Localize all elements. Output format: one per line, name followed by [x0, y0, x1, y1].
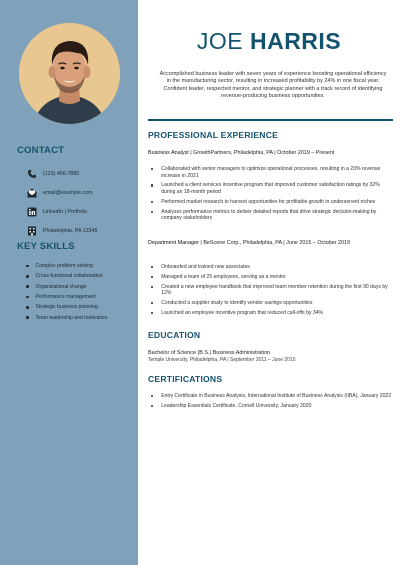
- job-role: Department Manager: [148, 240, 199, 246]
- bullet-icon: [26, 275, 29, 278]
- job-2-bullets: [148, 264, 393, 320]
- bullet-icon: [26, 316, 29, 319]
- bullet-icon: [151, 312, 153, 314]
- list-item: [148, 403, 393, 410]
- bullet-text: Launched a client services incentive program that improved customer satisfaction ratings by 32% during an 18-month period: [161, 182, 380, 195]
- job-1-bullets: [148, 166, 393, 225]
- list-item: [148, 209, 393, 222]
- email-text[interactable]: email@example.com: [43, 189, 93, 196]
- profile-photo: [19, 23, 120, 124]
- job-title-1: [148, 150, 393, 157]
- bullet-icon: [151, 395, 153, 397]
- experience-heading: PROFESSIONAL EXPERIENCE: [148, 130, 279, 140]
- list-item: [148, 166, 393, 179]
- skill-label: Strategic business planning: [35, 304, 98, 311]
- bullet-icon: [151, 201, 153, 203]
- bullet-icon: [151, 211, 153, 213]
- bullet-text: Analyzes performance metrics to deliver detailed reports that drive strategic decision-making by company stakeholders: [161, 208, 377, 222]
- job-details: | BeScene Corp., Philadelphia, PA | June 2015 – October 2019: [198, 240, 350, 246]
- education-heading: EDUCATION: [148, 330, 201, 340]
- main-content: [138, 0, 400, 565]
- skill-label: Performance management: [35, 294, 96, 301]
- job-details: | GrowthPartners, Philadelphia, PA | October 2019 – Present: [188, 150, 335, 156]
- skill-item: [26, 312, 136, 322]
- contact-email: [26, 183, 136, 202]
- list-item: [148, 182, 393, 195]
- phone-text[interactable]: (123) 456-7890: [43, 170, 80, 177]
- job-title-2: [148, 240, 393, 247]
- list-item: [148, 264, 393, 271]
- bullet-icon: [151, 286, 153, 288]
- skill-label: Complex problem-solving: [35, 263, 93, 270]
- contact-linkedin: [26, 202, 136, 221]
- skill-item: [26, 282, 136, 292]
- last-name: HARRIS: [249, 28, 342, 54]
- summary-text: Accomplished business leader with seven years of experience boosting operational efficiency in the manufacturing sector, resulting in increased profitability by 24% in one fiscal year. Confident leader, respected mentor, and strategic planner with a track record of identifying revenue-producing business opportunities.: [159, 71, 387, 100]
- contact-phone: [26, 164, 136, 183]
- bullet-text: Onboarded and trained new associates: [161, 264, 250, 270]
- email-icon: [26, 187, 37, 198]
- bullet-text: Launched an employee incentive program that reduced call-offs by 34%: [161, 309, 324, 316]
- bullet-text: Collaborated with senior managers to optimize operational processes, resulting in a 23% revenue increase in 2021: [161, 166, 381, 179]
- skill-item: [26, 261, 136, 271]
- linkedin-icon: [26, 206, 37, 217]
- location-icon: [26, 225, 37, 236]
- list-item: [148, 300, 393, 307]
- skill-item: [26, 302, 136, 312]
- skill-item: [26, 292, 136, 302]
- contact-list: [26, 164, 136, 240]
- degree-text: Bachelor of Science (B.S.) Business Administration: [148, 350, 270, 356]
- skills-list: [26, 261, 136, 323]
- list-item: [148, 310, 393, 317]
- portrait-illustration: [19, 23, 120, 124]
- skill-label: Organizational change: [35, 283, 87, 290]
- candidate-name: [138, 28, 400, 55]
- list-item: [148, 199, 393, 206]
- bullet-icon: [151, 266, 153, 268]
- job-role: Business Analyst: [148, 150, 189, 156]
- skill-label: Team leadership and motivation: [35, 314, 108, 321]
- bullet-text: Managed a team of 25 employees, serving as a mentor: [161, 273, 286, 280]
- bullet-text: Created a new employee handbook that improved team member retention during the first 90 days by 12%: [161, 283, 388, 297]
- bullet-icon: [26, 296, 29, 299]
- first-name: JOE: [196, 28, 244, 54]
- skill-label: Cross-functional collaboration: [35, 273, 103, 280]
- list-item: [148, 393, 393, 400]
- bullet-text: Conducted a supplier study to identify vendor savings opportunities: [161, 299, 313, 306]
- linkedin-portfolio-text[interactable]: LinkedIn | Portfolio: [43, 208, 87, 215]
- certifications-list: [148, 393, 393, 413]
- phone-icon: [26, 168, 37, 179]
- bullet-icon: [26, 306, 29, 309]
- list-item: [148, 274, 393, 281]
- list-item: [148, 284, 393, 297]
- bullet-text: Leadership Essentials Certificate, Cornell University, January 2020: [161, 402, 312, 409]
- bullet-icon: [151, 276, 153, 278]
- bullet-text: Entry Certificate in Business Analysis, International Institute of Business Analysis (IIBA), January 2022: [161, 393, 392, 399]
- school-text: Temple University, Philadelphia, PA | September 2011 – June 2015: [148, 357, 296, 363]
- bullet-icon: [26, 285, 29, 288]
- bullet-icon: [151, 405, 153, 407]
- location-text: Philadelphia, PA 12345: [43, 227, 98, 234]
- bullet-icon: [151, 168, 153, 170]
- skill-item: [26, 271, 136, 281]
- bullet-icon: [26, 265, 29, 268]
- sidebar: [0, 0, 138, 565]
- contact-heading: CONTACT: [17, 145, 65, 156]
- bullet-text: Performed market research to harvest opportunities for profitable growth in underserved niches: [161, 198, 376, 205]
- header-divider: [148, 119, 393, 121]
- key-skills-heading: KEY SKILLS: [17, 241, 75, 252]
- bullet-icon: [151, 302, 153, 304]
- bullet-icon: [151, 184, 153, 186]
- certifications-heading: CERTIFICATIONS: [148, 374, 223, 384]
- contact-location: [26, 221, 136, 240]
